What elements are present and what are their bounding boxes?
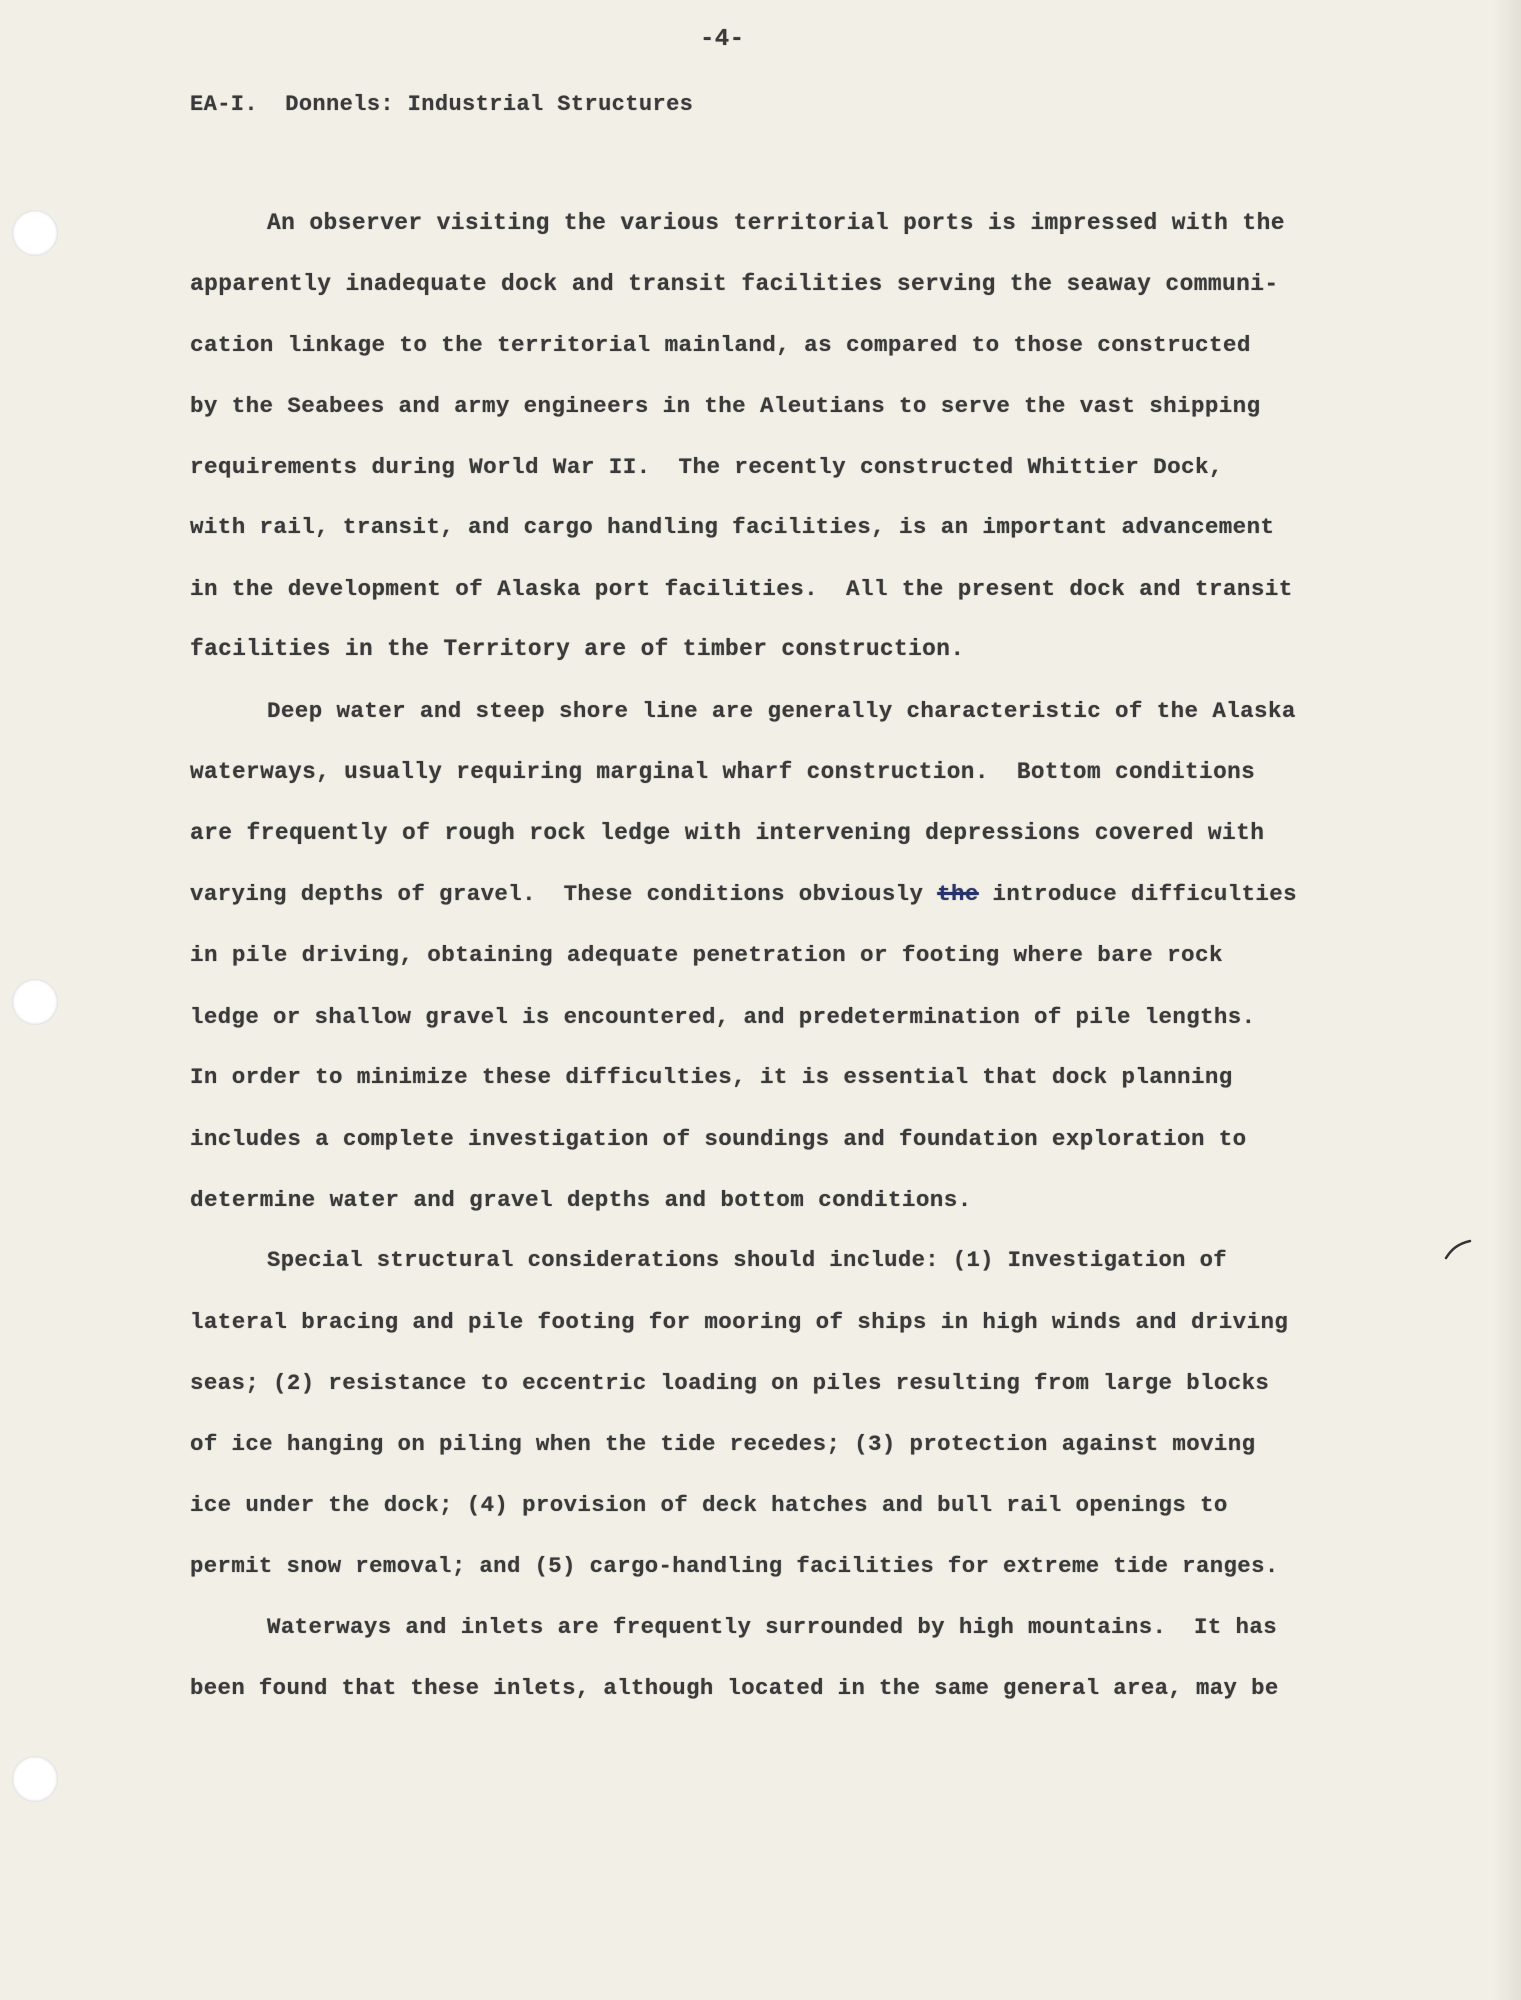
text-line-with-correction [190, 883, 1297, 905]
text-line: ledge or shallow gravel is encountered, and predetermination of pile lengths. [190, 1004, 1256, 1030]
text-segment: introduce difficulties [978, 881, 1297, 907]
page-heading: EA-I. Donnels: Industrial Structures [190, 92, 694, 117]
text-line: waterways, usually requiring marginal wharf construction. Bottom conditions [190, 759, 1256, 785]
text-line: seas; (2) resistance to eccentric loading on piles resulting from large blocks [190, 1370, 1270, 1396]
text-line: determine water and gravel depths and bottom conditions. [190, 1187, 972, 1213]
struck-out-word: the [937, 881, 979, 907]
text-segment: varying depths of gravel. These conditions obviously [190, 881, 924, 907]
text-line: in pile driving, obtaining adequate penetration or footing where bare rock [190, 942, 1223, 968]
text-line: cation linkage to the territorial mainland, as compared to those constructed [190, 332, 1251, 358]
text-line: Special structural considerations should include: (1) Investigation of [267, 1248, 1228, 1273]
punch-hole [12, 979, 58, 1025]
pen-tick-mark-icon [1443, 1238, 1473, 1262]
punch-hole [12, 1756, 58, 1802]
text-line: Waterways and inlets are frequently surrounded by high mountains. It has [267, 1614, 1278, 1640]
punch-hole [12, 210, 58, 256]
text-line: in the development of Alaska port facilities. All the present dock and transit [190, 576, 1293, 602]
text-line: In order to minimize these difficulties, it is essential that dock planning [190, 1064, 1233, 1090]
text-line: An observer visiting the various territorial ports is impressed with the [267, 210, 1285, 236]
text-line: apparently inadequate dock and transit facilities serving the seaway communi- [190, 271, 1279, 297]
page-number: -4- [700, 26, 745, 53]
text-line: lateral bracing and pile footing for mooring of ships in high winds and driving [190, 1309, 1289, 1335]
text-line: been found that these inlets, although located in the same general area, may be [190, 1675, 1279, 1701]
text-line: requirements during World War II. The recently constructed Whittier Dock, [190, 454, 1223, 480]
text-line: permit snow removal; and (5) cargo-handling facilities for extreme tide ranges. [190, 1553, 1279, 1579]
text-line: Deep water and steep shore line are generally characteristic of the Alaska [267, 698, 1296, 724]
text-line: ice under the dock; (4) provision of deck hatches and bull rail openings to [190, 1492, 1228, 1518]
text-line: with rail, transit, and cargo handling facilities, is an important advancement [190, 514, 1275, 540]
text-line: includes a complete investigation of soundings and foundation exploration to [190, 1126, 1247, 1152]
text-line: are frequently of rough rock ledge with intervening depressions covered with [190, 820, 1265, 846]
text-line: facilities in the Territory are of timber construction. [190, 636, 965, 662]
text-line: of ice hanging on piling when the tide recedes; (3) protection against moving [190, 1431, 1256, 1457]
text-line: by the Seabees and army engineers in the Aleutians to serve the vast shipping [190, 393, 1261, 419]
